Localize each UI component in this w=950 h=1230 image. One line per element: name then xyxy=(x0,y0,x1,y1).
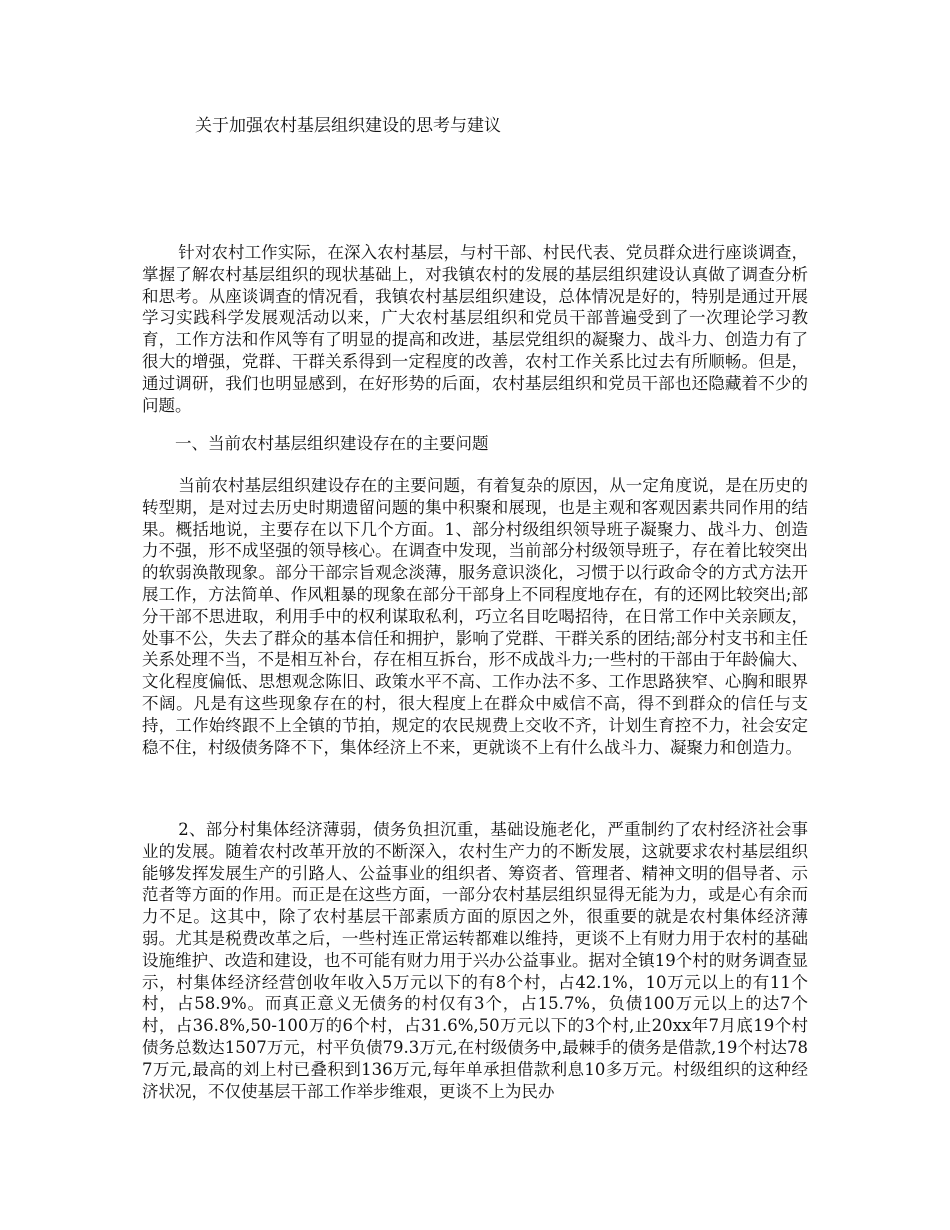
document-title: 关于加强农村基层组织建设的思考与建议 xyxy=(195,116,501,136)
intro-paragraph: 针对农村工作实际，在深入农村基层，与村干部、村民代表、党员群众进行座谈调查，掌握了解农村基层组织的现状基础上，对我镇农村的发展的基层组织建设认真做了调查分析和思考。从座谈调查的情况看，我镇农村基层组织建设，总体情况是好的，特别是通过开展学习实践科学发展观活动以来，广大农村基层组织和党员干部普遍受到了一次理论学习教育，工作方法和作风等有了明显的提高和改进，基层党组织的凝聚力、战斗力、创造力有了很大的增强，党群、干群关系得到一定程度的改善，农村工作关系比过去有所顺畅。但是，通过调研，我们也明显感到，在好形势的后面，农村基层组织和党员干部也还隐藏着不少的问题。 xyxy=(142,243,808,415)
section-1-paragraph-1: 当前农村基层组织建设存在的主要问题，有着复杂的原因，从一定角度说，是在历史的转型期，是对过去历史时期遗留问题的集中积聚和展现，也是主观和客观因素共同作用的结果。概括地说，主要存在以下几个方面。1、部分村级组织领导班子凝聚力、战斗力、创造力不强，形不成坚强的领导核心。在调查中发现，当前部分村级领导班子，存在着比较突出的软弱涣散现象。部分干部宗旨观念淡薄，服务意识淡化，习惯于以行政命令的方式方法开展工作，方法简单、作风粗暴的现象在部分干部身上不同程度地存在，有的还网比较突出;部分干部不思进取，利用手中的权利谋取私利，巧立名目吃喝招待，在日常工作中关亲顾友，处事不公，失去了群众的基本信任和拥护，影响了党群、干群关系的团结;部分村支书和主任关系处理不当，不是相互补台，存在相互拆台，形不成战斗力;一些村的干部由于年龄偏大、文化程度偏低、思想观念陈旧、政策水平不高、工作办法不多、工作思路狭窄、心胸和眼界不阔。凡是有这些现象存在的村，很大程度上在群众中威信不高，得不到群众的信任与支持，工作始终跟不上全镇的节拍，规定的农民规费上交收不齐，计划生育控不力，社会安定稳不住，村级债务降不下，集体经济上不来，更就谈不上有什么战斗力、凝聚力和创造力。 xyxy=(142,476,808,757)
section-heading-1: 一、当前农村基层组织建设存在的主要问题 xyxy=(175,434,489,453)
section-1-paragraph-2: 2、部分村集体经济薄弱，债务负担沉重，基础设施老化，严重制约了农村经济社会事业的发展。随着农村改革开放的不断深入，农村生产力的不断发展，这就要求农村基层组织能够发挥发展生产的引路人、公益事业的组织者、筹资者、管理者、精神文明的倡导者、示范者等方面的作用。而正是在这些方面，一部分农村基层组织显得无能为力，或是心有余而力不足。这其中，除了农村基层干部素质方面的原因之外，很重要的就是农村集体经济薄弱。尤其是税费改革之后，一些村连正常运转都难以维持，更谈不上有财力用于农村的基础设施维护、改造和建设，也不可能有财力用于兴办公益事业。据对全镇19个村的财务调查显示，村集体经济经营创收年收入5万元以下的有8个村，占42.1%，10万元以上的有11个村，占58.9%。而真正意义无债务的村仅有3个，占15.7%，负债100万元以上的达7个村，占36.8%,50-100万的6个村，占31.6%,50万元以下的3个村,止20xx年7月底19个村债务总数达1507万元，村平负债79.3万元,在村级债务中,最棘手的债务是借款,19个村达787万元,最高的刘上村已叠积到136万元,每年单承担借款利息10多万元。村级组织的这种经济状况，不仅使基层干部工作举步维艰，更谈不上为民办 xyxy=(142,820,808,1101)
